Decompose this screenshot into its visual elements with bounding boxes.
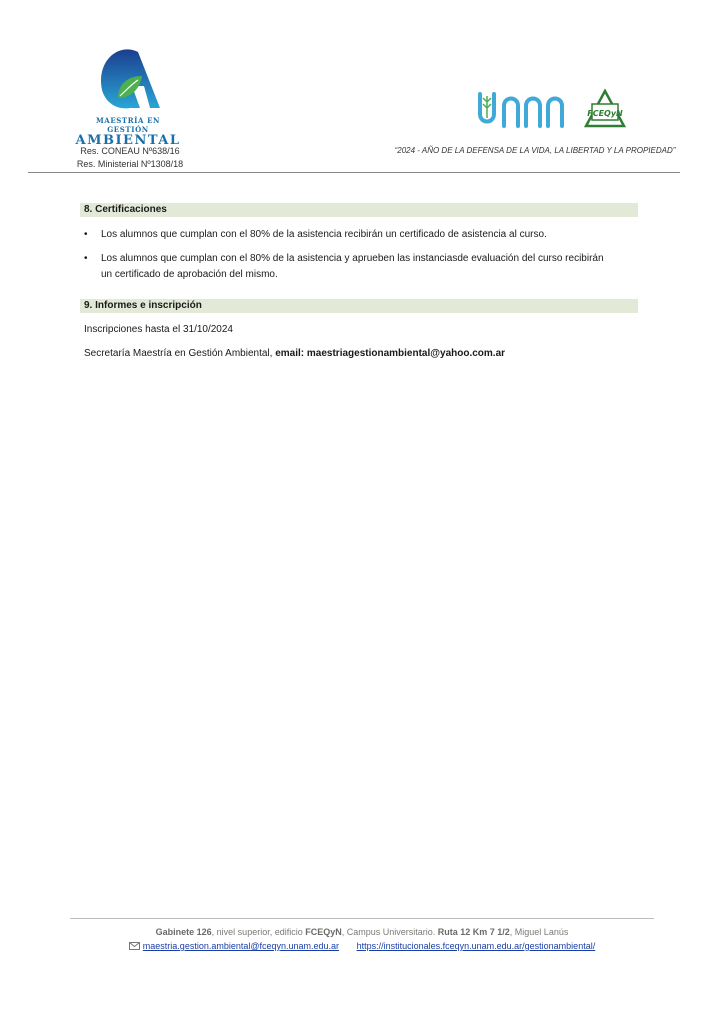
footer-text: , nivel superior, edificio	[211, 927, 306, 937]
header-divider	[28, 172, 680, 173]
year-motto: “2024 - AÑO DE LA DEFENSA DE LA VIDA, LA LIBERTAD Y LA PROPIEDAD”	[394, 146, 676, 155]
section-heading-informes: 9. Informes e inscripción	[80, 299, 638, 313]
footer-website-link[interactable]: https://institucionales.fceqyn.unam.edu.ar/gestionambiental/	[356, 941, 596, 951]
unam-logo	[474, 88, 570, 137]
logo-title: AMBIENTAL	[75, 133, 181, 148]
footer-text: , Miguel Lanús	[509, 927, 569, 937]
inscripciones-deadline: Inscripciones hasta el 31/10/2024	[84, 324, 233, 335]
envelope-icon	[129, 942, 140, 950]
contact-line	[84, 347, 505, 361]
list-item	[84, 227, 614, 243]
footer-divider	[70, 918, 654, 919]
bullet-icon: •	[84, 229, 88, 240]
fceqyn-logo-icon	[584, 88, 626, 130]
footer-gabinete: Gabinete 126	[155, 927, 212, 937]
footer-email-link[interactable]: maestria.gestion.ambiental@fceqyn.unam.edu.ar	[142, 941, 340, 951]
fceqyn-logo	[584, 88, 626, 135]
maestria-logo	[74, 48, 182, 148]
contact-prefix: Secretaría Maestría en Gestión Ambiental,	[84, 348, 276, 359]
bullet-icon: •	[84, 253, 88, 264]
footer-text: , Campus Universitario.	[341, 927, 438, 937]
maestria-logo-icon	[92, 48, 164, 114]
footer-links	[70, 941, 654, 951]
list-item-text: Los alumnos que cumplan con el 80% de la asistencia recibirán un certificado de asistencia al curso.	[101, 229, 547, 240]
res-coneau: Res. CONEAU Nº638/16	[80, 146, 180, 156]
footer-ruta: Ruta 12 Km 7 1/2	[437, 927, 510, 937]
list-item-text: Los alumnos que cumplan con el 80% de la asistencia y aprueben las instanciasde evaluación del curso recibirán un certificado de aprobación del mismo.	[101, 253, 604, 280]
fceqyn-logo-text: FCEQyN	[587, 109, 623, 118]
list-item	[84, 251, 614, 283]
unam-logo-icon	[474, 88, 570, 132]
logo-subtitle: MAESTRÍA EN GESTIÓN	[95, 116, 161, 134]
footer-building: FCEQyN	[305, 927, 342, 937]
section-heading-certificaciones: 8. Certificaciones	[80, 203, 638, 217]
res-ministerial: Res. Ministerial Nº1308/18	[76, 159, 184, 169]
footer-address	[70, 927, 654, 937]
contact-email: email: maestriagestionambiental@yahoo.com.ar	[275, 348, 506, 359]
